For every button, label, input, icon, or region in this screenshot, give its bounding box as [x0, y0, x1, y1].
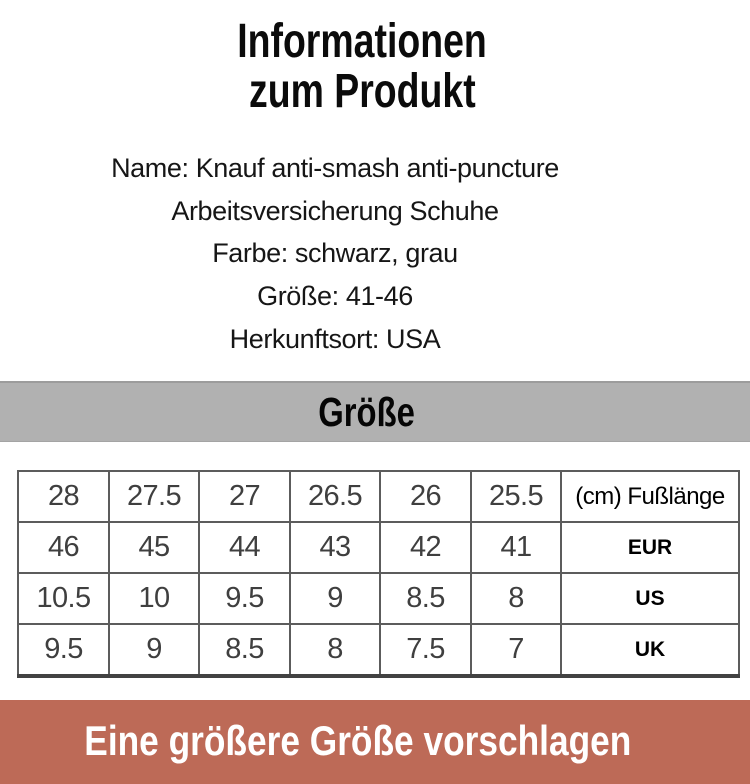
row-label-uk: UK [561, 624, 739, 676]
detail-line-name-2: Arbeitsversicherung Schuhe [171, 195, 499, 226]
size-cell: 46 [18, 522, 109, 573]
size-cell: 45 [109, 522, 199, 573]
page-title [0, 17, 737, 117]
size-cell: 9.5 [199, 573, 290, 624]
size-cell: 9 [290, 573, 380, 624]
size-cell: 25.5 [471, 471, 561, 522]
table-row-cm [18, 471, 739, 522]
row-label-eur: EUR [561, 522, 739, 573]
size-cell: 7 [471, 624, 561, 676]
size-cell: 8.5 [199, 624, 290, 676]
size-cell: 10 [109, 573, 199, 624]
table-row-us [18, 573, 739, 624]
size-cell: 42 [380, 522, 471, 573]
table-row-eur [18, 522, 739, 573]
size-cell: 26.5 [290, 471, 380, 522]
product-details [0, 147, 710, 361]
size-cell: 44 [199, 522, 290, 573]
size-cell: 9 [109, 624, 199, 676]
title-line-1: Informationen [237, 15, 487, 68]
size-cell: 26 [380, 471, 471, 522]
size-cell: 7.5 [380, 624, 471, 676]
detail-line-origin: Herkunftsort: USA [229, 323, 441, 354]
suggestion-banner [0, 700, 750, 784]
size-cell: 8 [290, 624, 380, 676]
size-cell: 9.5 [18, 624, 109, 676]
suggestion-banner-label: Eine größere Größe vorschlagen [84, 717, 632, 764]
size-cell: 27 [199, 471, 290, 522]
size-cell: 43 [290, 522, 380, 573]
table-row-uk [18, 624, 739, 676]
row-label-us: US [561, 573, 739, 624]
size-cell: 27.5 [109, 471, 199, 522]
size-cell: 8.5 [380, 573, 471, 624]
row-label-cm: (cm) Fußlänge [561, 471, 739, 522]
size-conversion-table [17, 470, 740, 678]
size-cell: 41 [471, 522, 561, 573]
size-cell: 28 [18, 471, 109, 522]
title-line-2: zum Produkt [248, 65, 476, 118]
size-cell: 10.5 [18, 573, 109, 624]
size-section-header-label: Größe [317, 389, 415, 435]
detail-line-size: Größe: 41-46 [257, 281, 413, 312]
size-cell: 8 [471, 573, 561, 624]
detail-line-color: Farbe: schwarz, grau [212, 238, 458, 269]
detail-line-name: Name: Knauf anti-smash anti-puncture [111, 153, 559, 183]
size-section-header [0, 381, 750, 442]
